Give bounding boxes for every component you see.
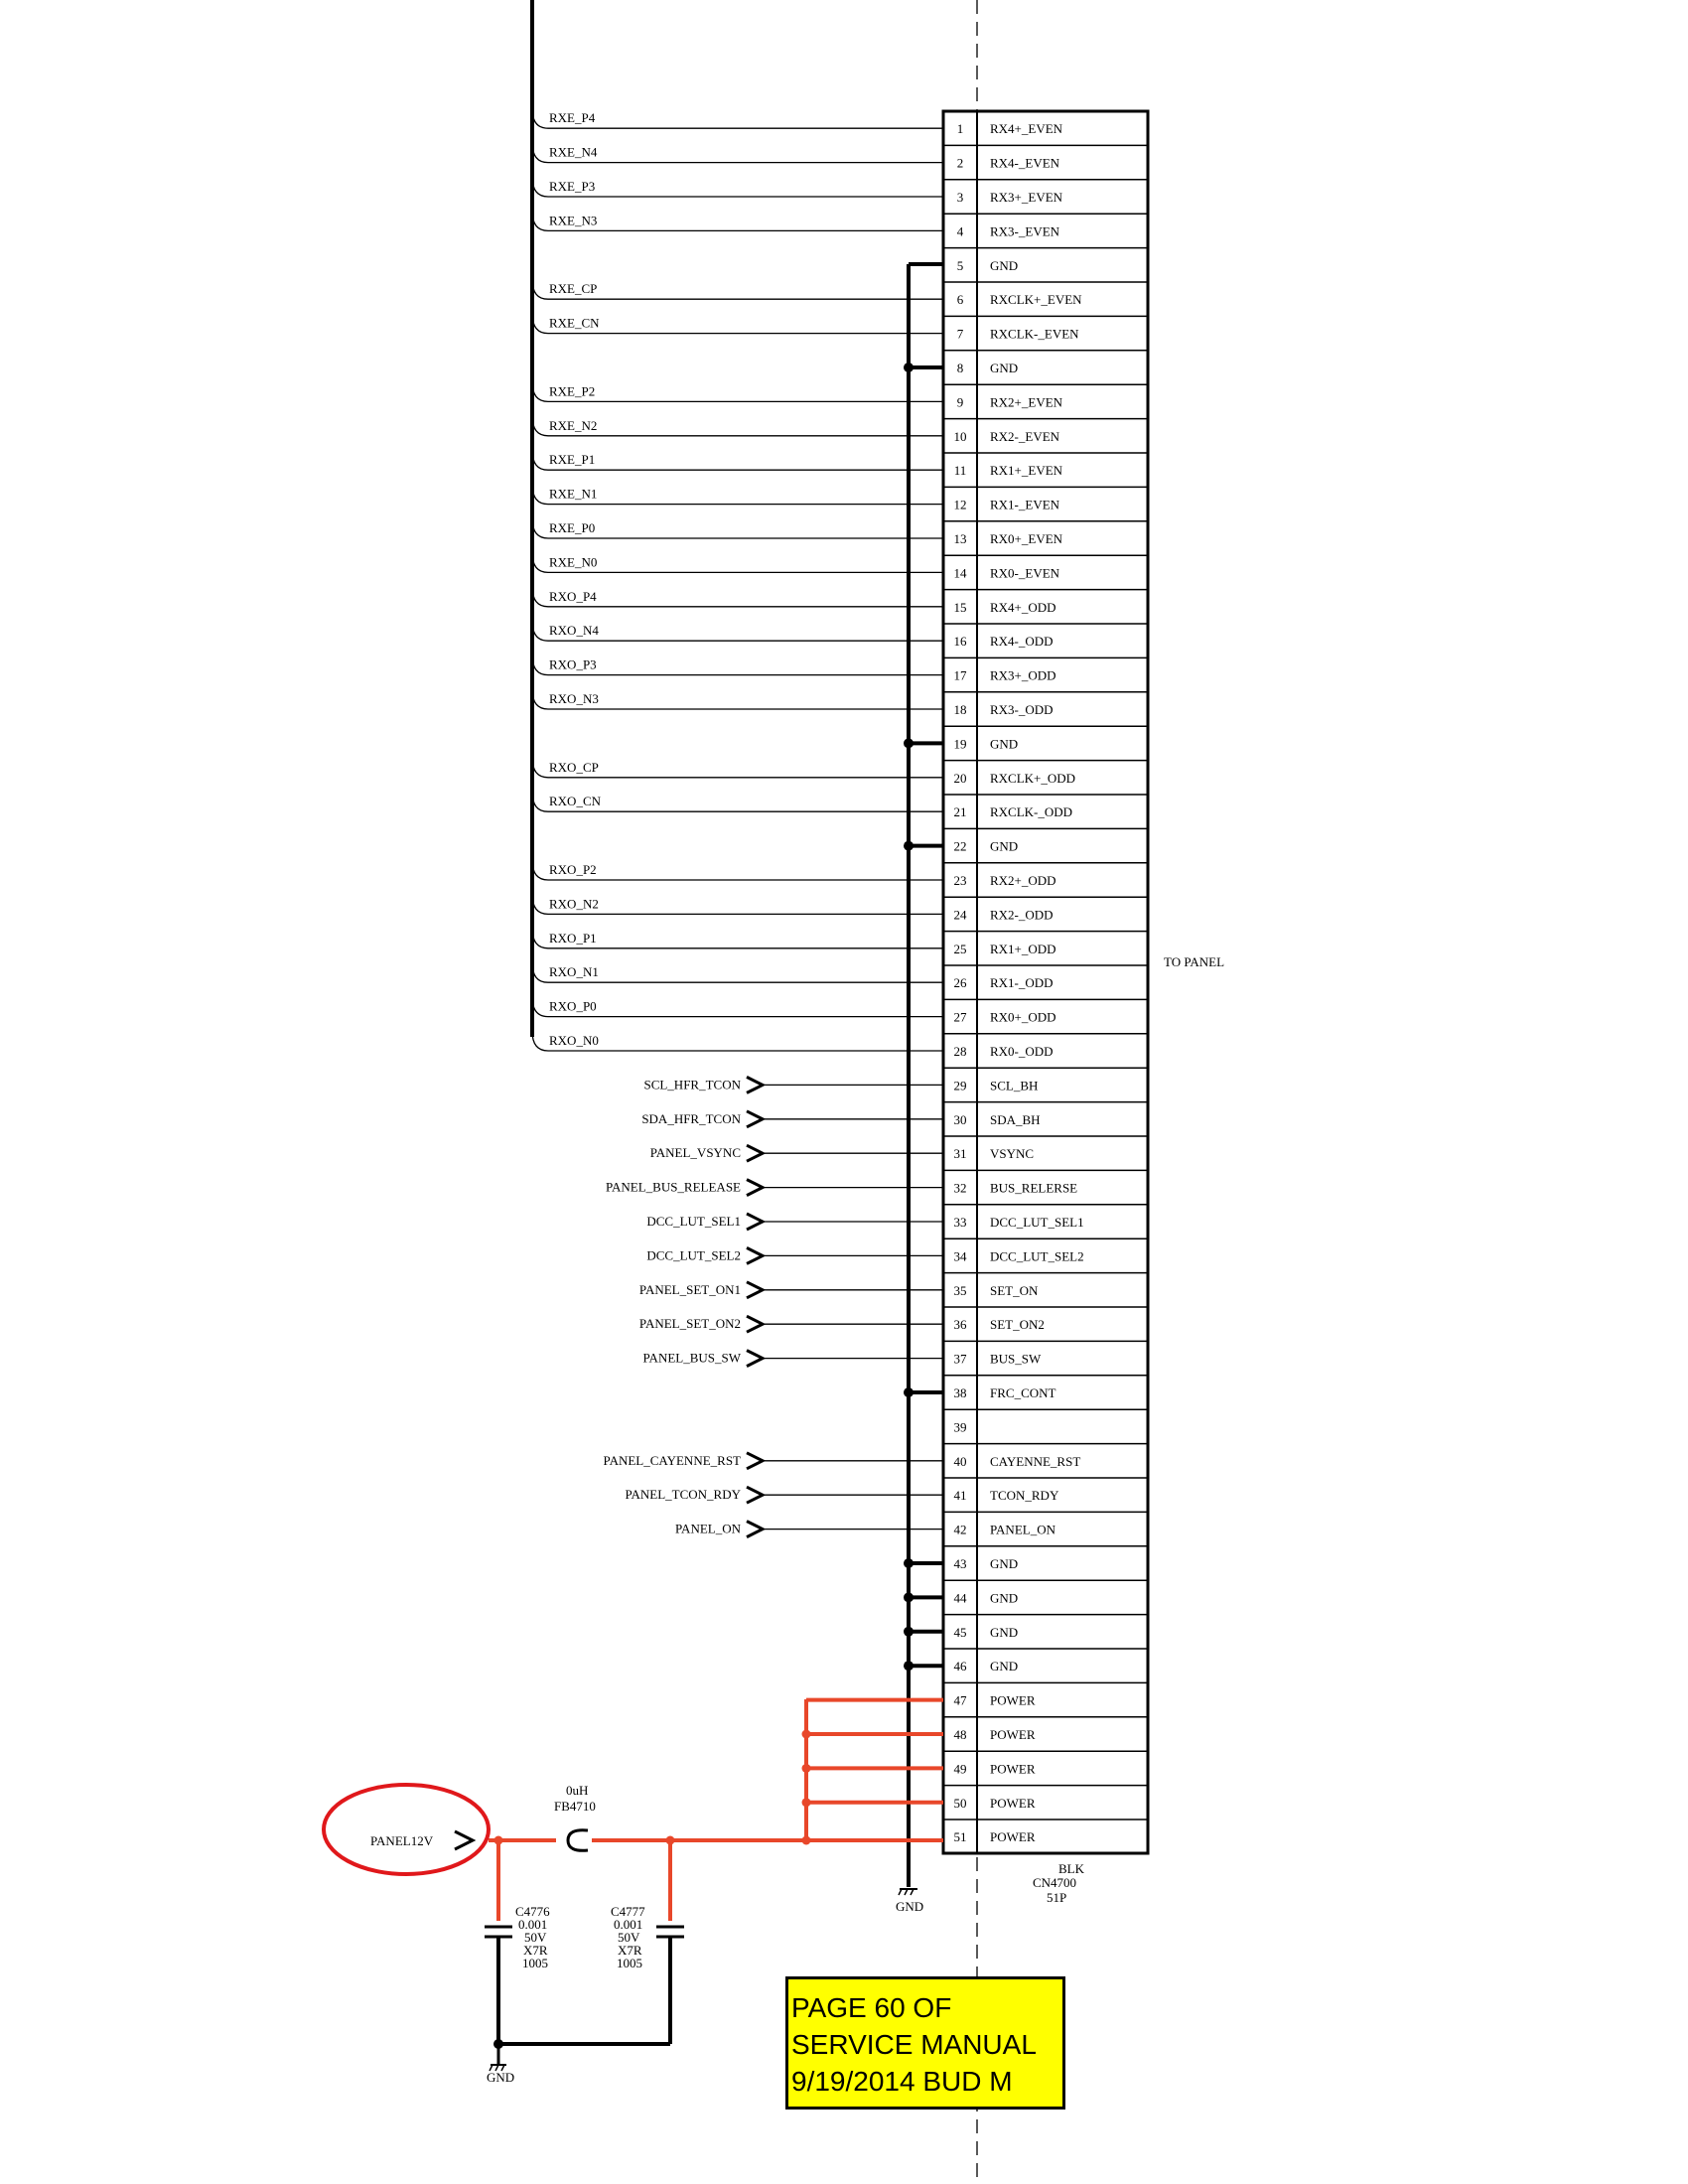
bus-net-label: RXE_CN [549,315,600,331]
c4777-voltage: 50V [618,1930,640,1945]
bus-net-label: RXE_N4 [549,144,598,160]
c4776-value: 0.001 [518,1917,548,1932]
pin-name: RX2+_EVEN [990,394,1063,410]
pin-name: RX1+_ODD [990,941,1056,956]
pin-name: DCC_LUT_SEL1 [990,1215,1084,1230]
connector-gnd-label: GND [896,1899,924,1914]
pin-number: 7 [956,326,964,342]
bus-net-label: RXE_P3 [549,179,596,194]
pin-number: 46 [953,1659,967,1674]
pin-name: RX1+_EVEN [990,463,1063,479]
port-net-label: PANEL_TCON_RDY [625,1487,741,1503]
junction-dot [904,1387,914,1397]
pin-name: RXCLK+_ODD [990,770,1076,786]
ferrite-bead-symbol [568,1830,588,1851]
c4777-dielectric: X7R [618,1943,642,1958]
junction-dot [904,1592,914,1602]
pin-number: 44 [953,1590,967,1606]
pin-number: 49 [953,1761,967,1777]
port-net-label: SCL_HFR_TCON [643,1077,741,1092]
junction-dot [904,1558,914,1568]
bus-net-label: RXE_CP [549,281,598,297]
pin-name: GND [990,1659,1019,1674]
port-arrow-icon [747,1180,763,1196]
pin-number: 34 [953,1248,967,1264]
pin-name: FRC_CONT [990,1385,1056,1400]
pin-name: VSYNC [990,1146,1035,1162]
pin-name: RX2-_EVEN [990,428,1060,444]
pin-name: PANEL_ON [990,1522,1055,1537]
pin-number: 50 [953,1795,967,1811]
note-line-1: PAGE 60 OF [791,1992,952,2023]
pin-number: 40 [953,1453,967,1469]
pin-name: DCC_LUT_SEL2 [990,1248,1084,1264]
port-net-label: PANEL_BUS_RELEASE [605,1179,741,1195]
pin-number: 48 [953,1727,967,1742]
port-net-label: PANEL_SET_ON2 [638,1316,741,1332]
bus-net-label: RXE_P0 [549,520,596,535]
connector-gnd-symbol [899,1889,917,1895]
junction-dot [904,1627,914,1637]
pin-number: 45 [953,1624,967,1640]
ferrite-ref: FB4710 [554,1799,596,1814]
pin-name: TCON_RDY [990,1488,1059,1504]
pin-name: RXCLK-_EVEN [990,326,1079,342]
pin-name: SCL_BH [990,1078,1039,1093]
pin-number: 37 [953,1351,967,1367]
panel12v-label: PANEL12V [370,1833,434,1848]
port-net-label: DCC_LUT_SEL1 [646,1214,741,1229]
to-panel-label: TO PANEL [1164,954,1225,969]
pin-name: RX4-_EVEN [990,155,1060,171]
c4776-voltage: 50V [524,1930,547,1945]
cap-gnd-label: GND [487,2070,515,2085]
bus-net-label: RXE_P1 [549,452,596,468]
pin-name: BUS_SW [990,1351,1042,1367]
pin-number: 5 [956,257,964,273]
pin-name: RX0+_ODD [990,1009,1056,1025]
port-arrow-icon [747,1487,763,1503]
pin-name: POWER [990,1795,1036,1811]
pin-number: 11 [953,463,967,479]
capacitor-c4777 [656,1927,684,2044]
pin-name: POWER [990,1692,1036,1708]
c4776-ref: C4776 [515,1904,550,1919]
bus-net-label: RXO_P1 [549,930,597,946]
page-note [785,1976,1065,2110]
pin-number: 27 [953,1009,967,1025]
c4777-value: 0.001 [614,1917,643,1932]
bus-net-label: RXO_P4 [549,588,597,604]
pin-name: RX0+_EVEN [990,531,1063,546]
pin-name: RX4-_ODD [990,634,1054,650]
pin-number: 10 [953,428,967,444]
port-arrow-icon [747,1522,763,1537]
port-net-label: PANEL_SET_ON1 [638,1281,741,1297]
pin-number: 22 [953,838,967,854]
bus-net-label: RXE_P2 [549,383,596,399]
pin-number: 21 [953,804,967,820]
bus-net-label: RXO_P0 [549,998,597,1014]
connector-color-label: BLK [1058,1861,1084,1876]
capacitor-c4776 [485,1927,512,2044]
highlight-circle [324,1785,489,1874]
c4777-ref: C4777 [611,1904,645,1919]
pin-name: RX0-_EVEN [990,565,1060,581]
pin-number: 20 [953,770,967,786]
connector-pincount-label: 51P [1047,1890,1067,1905]
pin-name: GND [990,736,1019,752]
bus-net-label: RXO_CP [549,759,599,775]
pin-number: 32 [953,1180,967,1196]
pin-name: SET_ON [990,1282,1039,1298]
pin-number: 31 [953,1146,967,1162]
port-net-label: PANEL_CAYENNE_RST [603,1452,741,1468]
bus-net-label: RXO_P2 [549,862,597,877]
bus-net-label: RXE_P4 [549,110,596,126]
pin-name: RX2-_ODD [990,907,1054,923]
pin-number: 23 [953,873,967,888]
pin-number: 39 [953,1419,967,1435]
bus-net-label: RXO_N3 [549,691,599,706]
pin-number: 19 [953,736,967,752]
port-arrow-icon [747,1111,763,1127]
pin-number: 33 [953,1215,967,1230]
connector-ref-label: CN4700 [1033,1875,1077,1890]
pin-name: BUS_RELERSE [990,1180,1078,1196]
note-line-3: 9/19/2014 BUD M [791,2066,1013,2097]
pin-number: 26 [953,975,967,991]
junction-dot [904,738,914,748]
port-arrow-icon [747,1214,763,1230]
pin-number: 36 [953,1317,967,1333]
pin-number: 24 [953,907,967,923]
port-arrow-icon [747,1145,763,1161]
c4777-size: 1005 [617,1956,642,1970]
pin-name: POWER [990,1727,1036,1742]
pin-name: RXCLK-_ODD [990,804,1073,820]
pin-name: RX3+_EVEN [990,190,1063,205]
pin-name: GND [990,838,1019,854]
port-arrow-icon [747,1351,763,1367]
pin-number: 41 [953,1488,967,1504]
pin-name: RX1-_ODD [990,975,1054,991]
bus-net-label: RXE_N0 [549,554,598,570]
pin-number: 14 [953,565,967,581]
pin-name: RX2+_ODD [990,873,1056,888]
pin-name: POWER [990,1829,1036,1845]
bus-net-label: RXE_N3 [549,213,598,228]
pin-number: 38 [953,1385,967,1400]
pin-number: 28 [953,1044,967,1059]
pin-name: SDA_BH [990,1111,1041,1127]
c4776-size: 1005 [522,1956,548,1970]
bus-net-label: RXO_P3 [549,656,597,672]
c4776-dielectric: X7R [523,1943,548,1958]
note-line-2: SERVICE MANUAL [791,2029,1037,2060]
ferrite-value: 0uH [566,1783,589,1798]
port-arrow-icon [747,1077,763,1092]
pin-number: 25 [953,941,967,956]
port-net-label: PANEL_ON [675,1521,741,1536]
port-arrow-icon [747,1453,763,1469]
pin-number: 47 [953,1692,967,1708]
port-arrow-icon [747,1282,763,1298]
pin-name: GND [990,361,1019,375]
pin-name: RX1-_EVEN [990,497,1060,512]
pin-number: 13 [953,531,967,546]
pin-number: 9 [956,394,964,410]
pin-number: 2 [956,155,964,171]
pin-number: 17 [953,667,967,683]
panel12v-port-arrow [455,1831,473,1849]
pin-name: CAYENNE_RST [990,1453,1081,1469]
pin-name: GND [990,1624,1019,1640]
pin-name: GND [990,1590,1019,1606]
port-net-label: PANEL_BUS_SW [642,1350,741,1366]
port-net-label: DCC_LUT_SEL2 [646,1247,741,1263]
bus-net-label: RXO_CN [549,794,602,809]
port-arrow-icon [747,1316,763,1332]
pin-number: 35 [953,1282,967,1298]
junction-dot [904,363,914,372]
port-net-label: PANEL_VSYNC [649,1145,741,1161]
bus-net-label: RXO_N0 [549,1033,599,1048]
port-arrow-icon [747,1247,763,1263]
pin-name: RX3+_ODD [990,667,1056,683]
junction-dot [904,1661,914,1671]
pin-name: POWER [990,1761,1036,1777]
pin-number: 1 [956,121,964,137]
pin-name: RX4+_ODD [990,599,1056,615]
bus-net-label: RXO_N1 [549,964,599,980]
pin-name: RX3-_ODD [990,702,1054,717]
pin-number: 18 [953,702,967,717]
pin-number: 4 [956,223,964,239]
pin-number: 15 [953,599,967,615]
pin-name: GND [990,257,1019,273]
pin-number: 29 [953,1078,967,1093]
bus-net-label: RXE_N1 [549,486,598,502]
pin-name: RX0-_ODD [990,1044,1054,1059]
bus-net-label: RXO_N2 [549,896,599,912]
pin-number: 3 [956,190,964,205]
pin-name: RXCLK+_EVEN [990,292,1082,308]
pin-number: 51 [953,1829,967,1845]
pin-name: RX4+_EVEN [990,121,1063,137]
pin-number: 43 [953,1556,967,1571]
junction-dot [904,841,914,851]
port-net-label: SDA_HFR_TCON [641,1110,741,1126]
pin-name: RX3-_EVEN [990,223,1060,239]
pin-number: 6 [956,292,964,308]
pin-number: 30 [953,1111,967,1127]
pin-number: 16 [953,634,967,650]
pin-number: 12 [953,497,967,512]
bus-net-label: RXE_N2 [549,417,598,433]
bus-net-label: RXO_N4 [549,623,599,639]
pin-name: GND [990,1556,1019,1571]
pin-number: 42 [953,1522,967,1537]
pin-number: 8 [956,361,964,375]
pin-name: SET_ON2 [990,1317,1045,1333]
